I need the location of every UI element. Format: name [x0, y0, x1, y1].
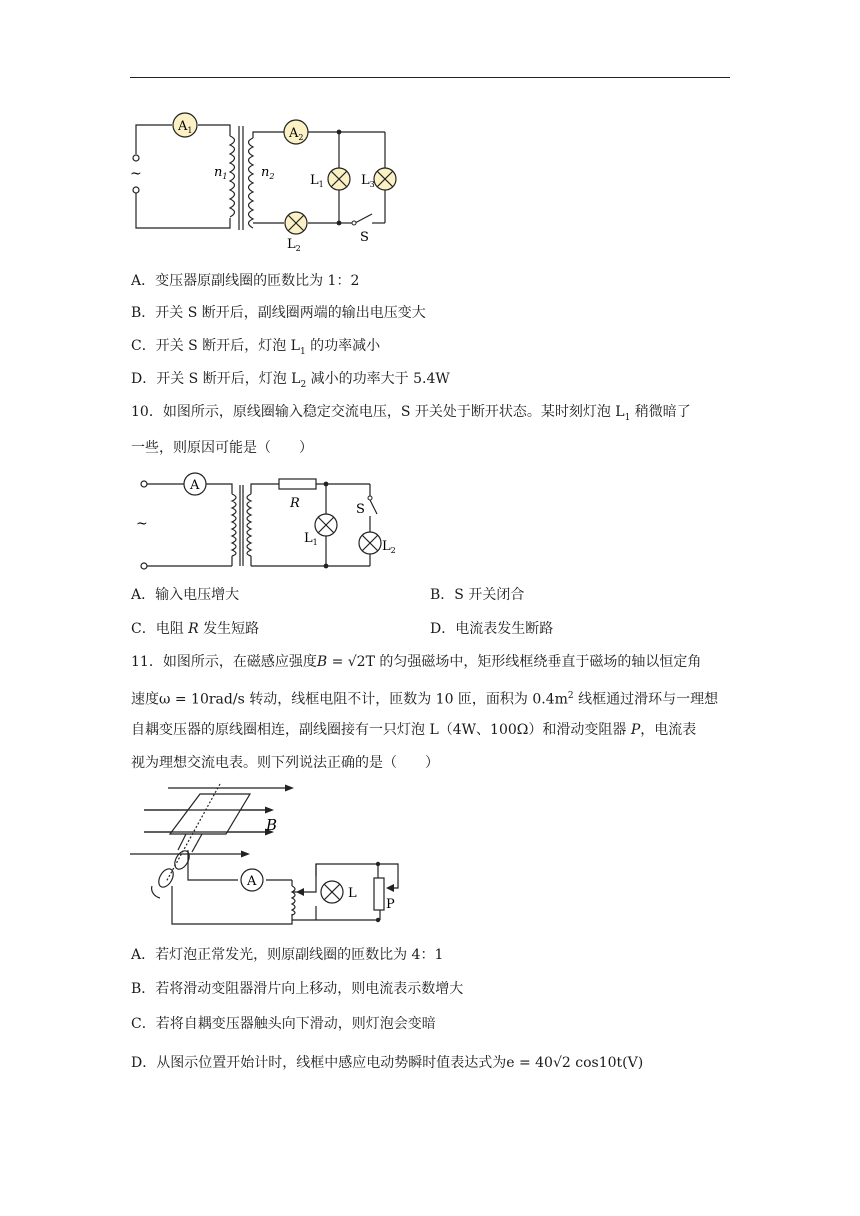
q10-option-b[interactable]: B．S 开关闭合 [430, 587, 525, 603]
label-a1: $A_1$ [178, 119, 193, 135]
label-n2: $n_2$ [261, 165, 275, 181]
label-s: S [356, 502, 365, 517]
label-l2: $L_2$ [287, 237, 301, 253]
label-l1: $L_1$ [310, 173, 324, 189]
label-s: S [360, 230, 369, 245]
label-l: L [348, 886, 357, 901]
q10-stem-line-1: 10．如图所示，原线圈输入稳定交流电压，S 开关处于断开状态。某时刻灯泡 $L_1$ 稍微暗了 [131, 404, 691, 423]
q11-circuit-diagram [128, 778, 418, 928]
q9-option-b[interactable]: B．开关 S 断开后，副线圈两端的输出电压变大 [131, 305, 426, 321]
lamp-l-icon [321, 881, 343, 903]
lamp-l3-icon [374, 168, 396, 190]
q11-stem-line-4: 视为理想交流电表。则下列说法正确的是（ ） [131, 755, 439, 771]
q11-option-c[interactable]: C．若将自耦变压器触头向下滑动，则灯泡会变暗 [131, 1016, 436, 1032]
label-ammeter: A [190, 478, 200, 493]
q10-option-c[interactable]: C．电阻 R 发生短路 [131, 621, 260, 637]
q9-option-c[interactable]: C．开关 S 断开后，灯泡 $L_1$ 的功率减小 [131, 338, 381, 357]
resistor-icon [279, 479, 316, 489]
q9-option-d[interactable]: D．开关 S 断开后，灯泡 $L_2$ 减小的功率大于 5.4W [131, 371, 450, 390]
q11-option-b[interactable]: B．若将滑动变阻器滑片向上移动，则电流表示数增大 [131, 981, 464, 997]
label-l1: $L_1$ [304, 531, 318, 547]
q11-option-d[interactable]: D．从图示位置开始计时，线框中感应电动势瞬时值表达式为e = 40√2 cos10t(V) [131, 1055, 644, 1071]
label-n1: $n_1$ [214, 165, 228, 181]
q11-option-a[interactable]: A．若灯泡正常发光，则原副线圈的匝数比为 4：1 [131, 947, 444, 963]
lamp-l2-icon [359, 532, 381, 554]
q10-option-d[interactable]: D．电流表发生断路 [430, 621, 554, 637]
label-ac-source: ~ [136, 516, 148, 532]
lamp-l1-icon [328, 168, 350, 190]
q10-circuit-diagram [134, 470, 414, 580]
q9-circuit-diagram [130, 108, 420, 258]
lamp-l1-icon [315, 514, 337, 536]
q11-stem-line-1: 11．如图所示，在磁感应强度B = √2T 的匀强磁场中，矩形线框绕垂直于磁场的轴以恒定角 [131, 654, 702, 670]
q10-option-a[interactable]: A．输入电压增大 [131, 587, 240, 603]
label-ammeter: A [247, 874, 257, 889]
q11-stem-line-2: 速度ω = 10rad/s 转动，线框电阻不计，匝数为 10 匝，面积为 $0.4m^2$ 线框通过滑环与一理想 [131, 691, 719, 708]
label-l3: $L_3$ [361, 173, 375, 189]
lamp-l2-icon [285, 212, 307, 234]
label-b: B [266, 816, 278, 834]
label-p: P [386, 897, 395, 912]
label-l2: $L_2$ [382, 539, 396, 555]
label-ac-source: ~ [130, 166, 142, 182]
q9-option-a[interactable]: A．变压器原副线圈的匝数比为 1：2 [131, 273, 360, 289]
header-rule [130, 77, 730, 78]
q10-stem-line-2: 一些，则原因可能是（ ） [131, 440, 313, 456]
q11-stem-line-3: 自耦变压器的原线圈相连，副线圈接有一只灯泡 L（4W、100Ω）和滑动变阻器 P，电流表 [131, 722, 697, 738]
label-r: R [290, 496, 300, 511]
label-a2: $A_2$ [289, 126, 304, 142]
rheostat-icon [374, 878, 384, 910]
